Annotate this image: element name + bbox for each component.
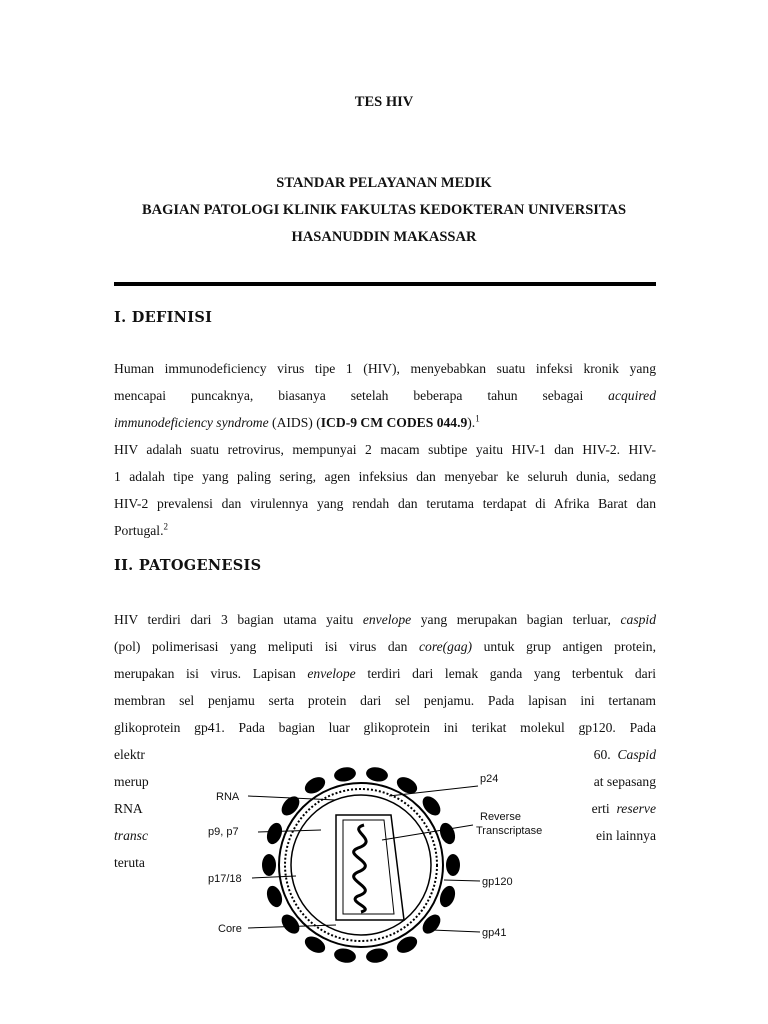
envelope-knob xyxy=(333,766,357,784)
header-divider xyxy=(114,282,656,286)
rna-strand xyxy=(354,825,366,912)
envelope-knob xyxy=(419,793,444,819)
subtitle-line-1: STANDAR PELAYANAN MEDIK xyxy=(276,175,492,191)
envelope-knob xyxy=(278,911,303,937)
hiv-virion-illustration xyxy=(186,760,543,982)
definisi-paragraph xyxy=(114,355,656,544)
text-line: HIV adalah suatu retrovirus, mempunyai 2 macam subtipe yaitu HIV-1 dan HIV-2. HIV- xyxy=(114,442,656,457)
subtitle-line-2: BAGIAN PATOLOGI KLINIK FAKULTAS KEDOKTERAN UNIVERSITAS xyxy=(141,202,627,218)
envelope-knob xyxy=(446,854,460,876)
envelope-knob xyxy=(365,947,389,965)
envelope-knob xyxy=(302,933,328,956)
envelope-knob xyxy=(333,947,357,965)
hiv-structure-diagram xyxy=(186,760,543,982)
text-line: HIV-2 prevalensi dan virulennya yang rendah dan terutama terdapat di Afrika Barat dan xyxy=(114,496,656,511)
text-line: 1 adalah tipe yang paling sering, agen infeksius dan menyebar ke seluruh dunia, sedang xyxy=(114,469,656,484)
text-line: elektr 60. Caspid xyxy=(114,747,656,762)
section-heading-definisi: I. DEFINISI xyxy=(114,309,213,326)
text-line: immunodeficiency syndrome (AIDS) (ICD-9 CM CODES 044.9).$^1$ xyxy=(114,413,480,430)
text-line: teruta xyxy=(114,855,145,870)
capsid-core xyxy=(336,815,404,920)
text-line: HIV terdiri dari 3 bagian utama yaitu envelope yang merupakan bagian terluar, caspid xyxy=(114,612,656,627)
section-heading-patogenesis: II. PATOGENESIS xyxy=(114,557,262,574)
label-rna: RNA xyxy=(216,791,240,803)
text-line: membran sel penjamu serta protein dari sel penjamu. Pada lapisan ini tertanam xyxy=(114,693,656,708)
text-line: merupakan isi virus. Lapisan envelope terdiri dari lemak ganda yang terbentuk dari xyxy=(114,666,657,681)
text-line: Human immunodeficiency virus tipe 1 (HIV), menyebabkan suatu infeksi kronik yang xyxy=(114,361,656,376)
text-line: merup at sepasang xyxy=(114,774,656,789)
label-gp120: gp120 xyxy=(482,876,513,888)
text-line: glikoprotein gp41. Pada bagian luar glikoprotein ini terikat molekul gp120. Pada xyxy=(114,720,656,735)
envelope-knob xyxy=(365,766,389,784)
text-line: mencapai puncaknya, biasanya setelah beberapa tahun sebagai acquired xyxy=(114,388,656,403)
envelope-knob xyxy=(394,933,420,956)
label-p24: p24 xyxy=(480,773,499,785)
envelope-knob xyxy=(419,911,444,937)
envelope-knob xyxy=(302,774,328,797)
label-gp41: gp41 xyxy=(482,927,507,939)
label-reverse: Reverse xyxy=(480,811,521,823)
envelope-knob xyxy=(262,854,276,876)
text-line: Portugal.$^2$ xyxy=(114,521,168,538)
text-line: (pol) polimerisasi yang meliputi isi virus dan core(gag) untuk grup antigen protein, xyxy=(114,639,656,654)
text-line: transc ein lainnya xyxy=(114,828,656,843)
document-title: TES HIV xyxy=(354,94,414,110)
label-p17-18: p17/18 xyxy=(208,873,242,885)
label-transcriptase: Transcriptase xyxy=(476,825,543,837)
envelope-knob xyxy=(278,793,303,819)
label-core: Core xyxy=(218,923,242,935)
label-p9-p7: p9, p7 xyxy=(208,826,239,838)
subtitle-line-3: HASANUDDIN MAKASSAR xyxy=(291,229,477,245)
text-line: RNA erti reserve xyxy=(114,801,656,816)
